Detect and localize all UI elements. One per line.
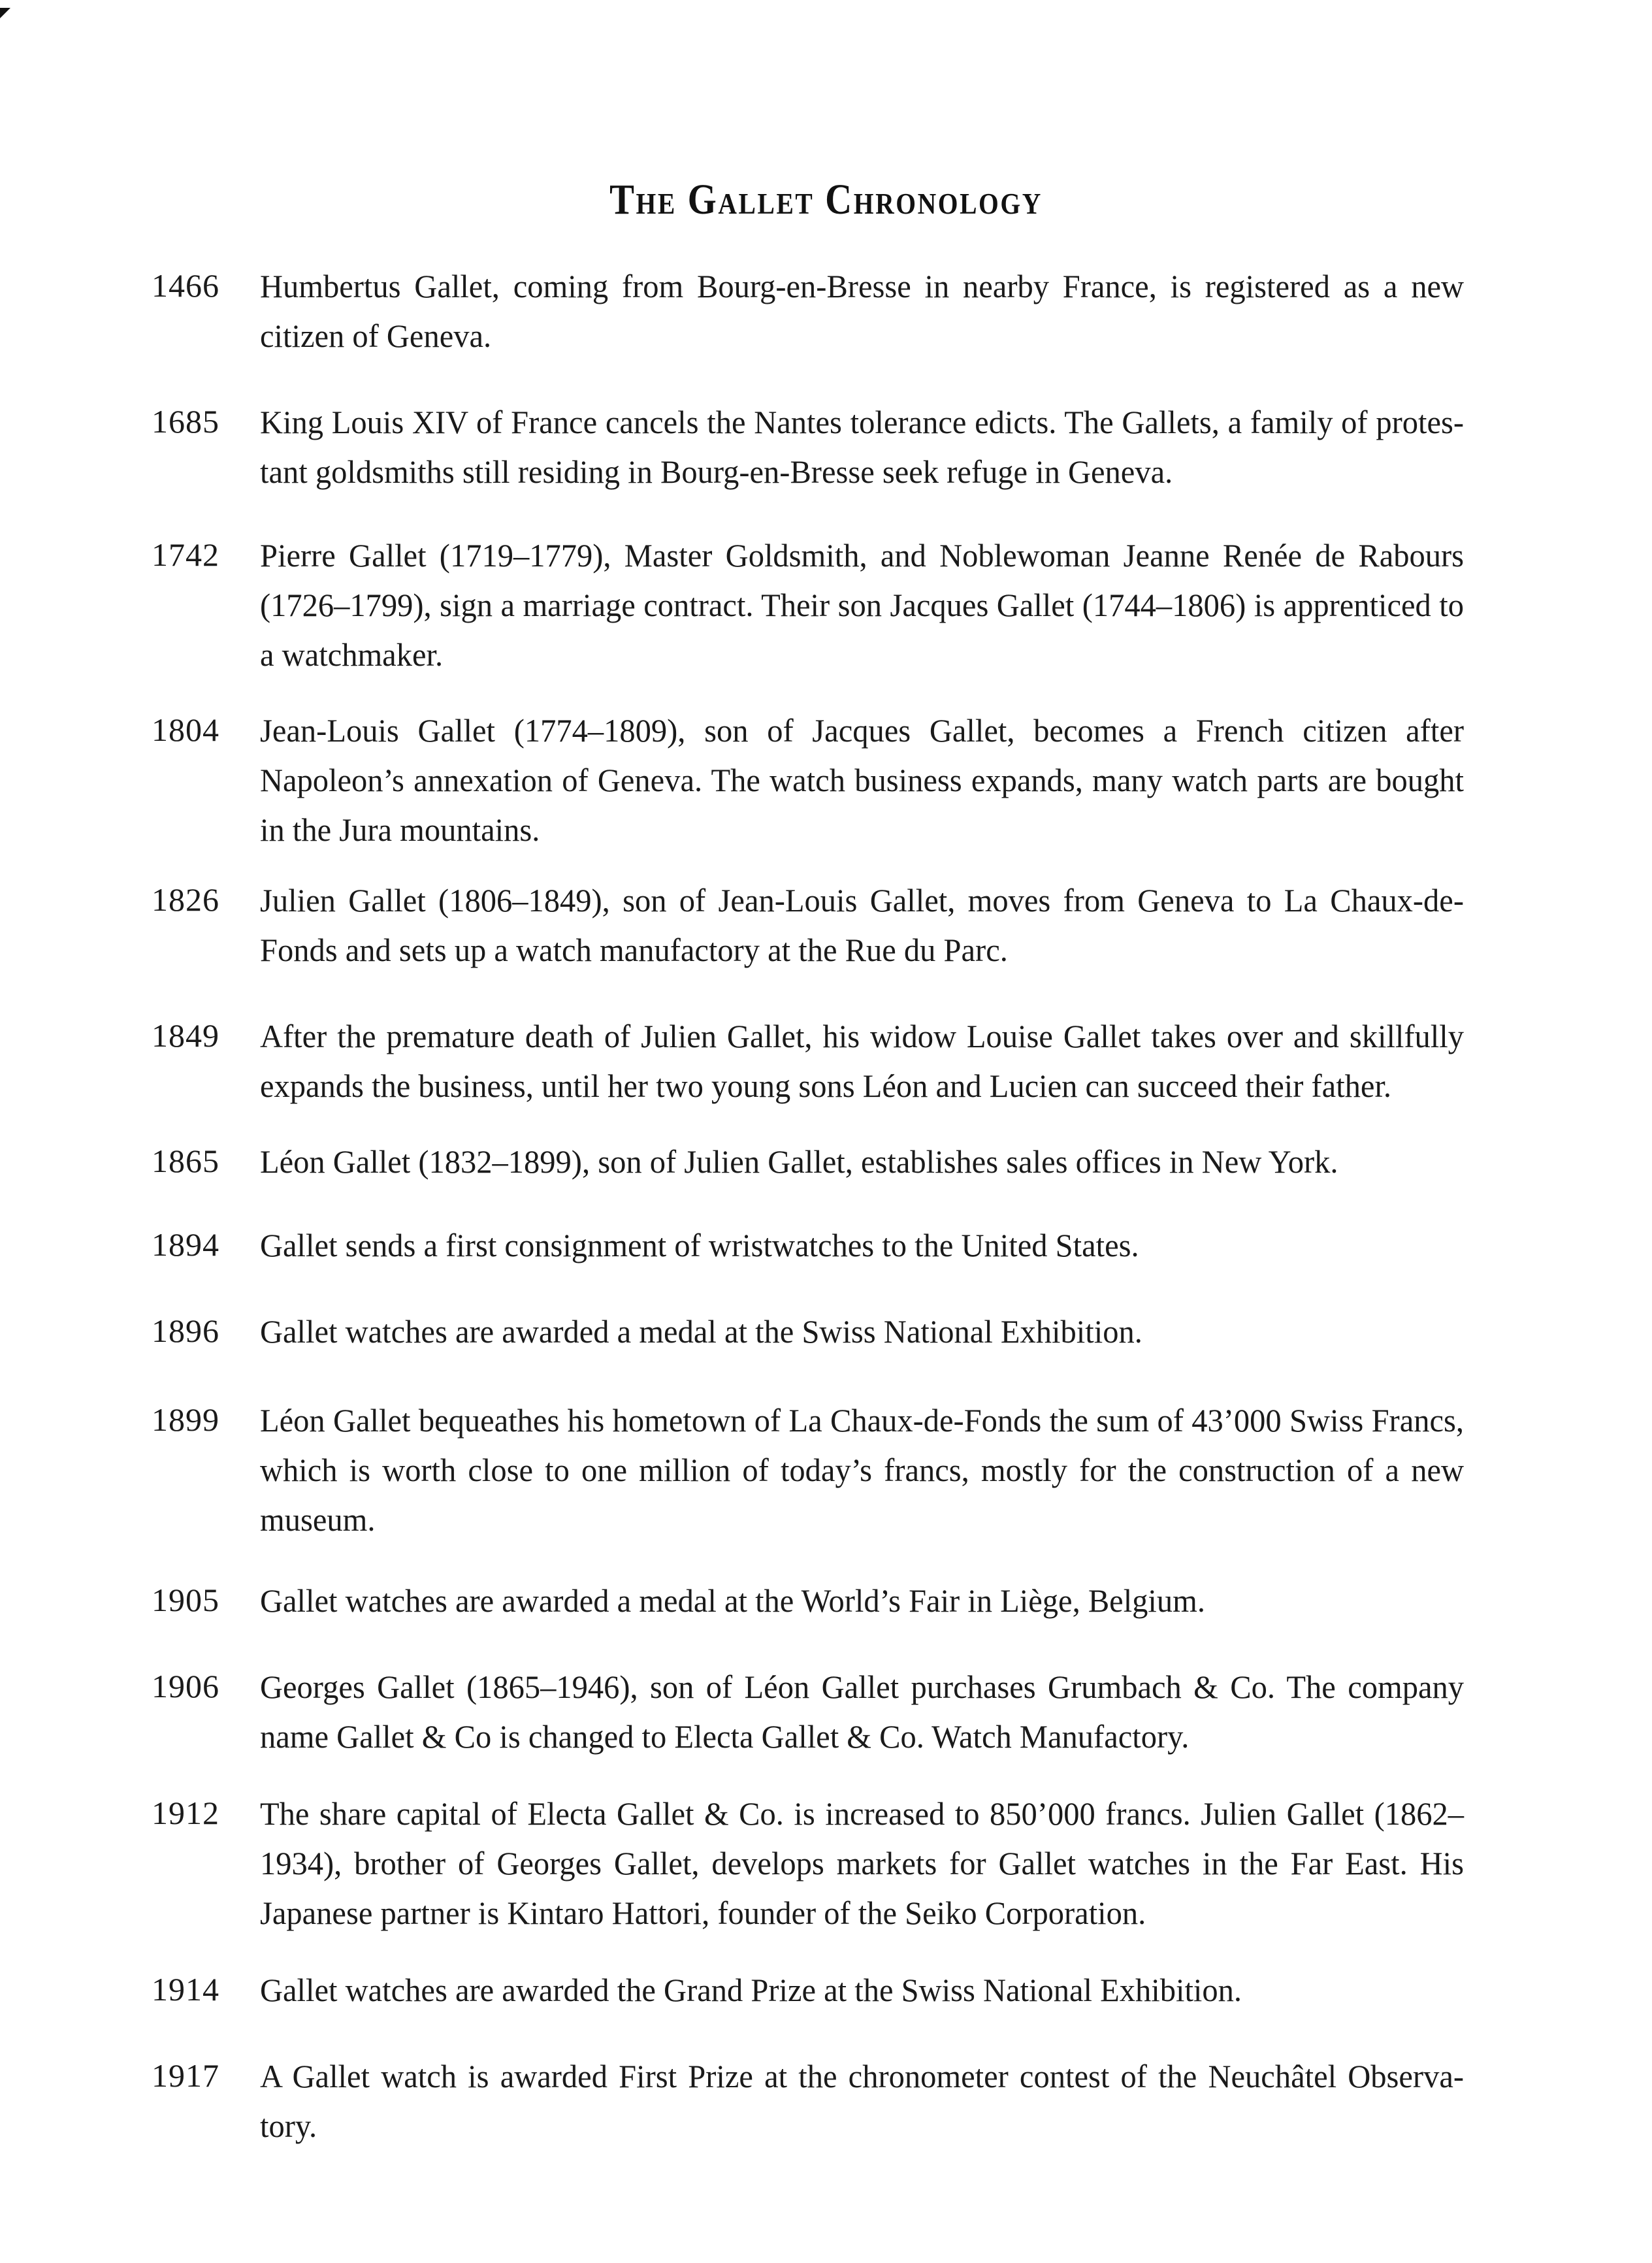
entry-year: 1896 xyxy=(152,1312,219,1349)
entry-text: Gallet watches are awarded the Grand Prize at the Swiss National Exhibition. xyxy=(260,1972,1242,2008)
entry-text: Georges Gallet (1865–1946), son of Léon Gallet purchases Grumbach & Co. The company name Gallet & Co is changed to Electa Gallet & Co. Watch Manufactory. xyxy=(260,1669,1464,1755)
entry-text: A Gallet watch is awarded First Prize at the chronometer contest of the Neuchâtel Observa-tory. xyxy=(260,2058,1464,2144)
entry-year: 1912 xyxy=(152,1795,219,1831)
entry-text: After the premature death of Julien Gallet, his widow Louise Gallet takes over and skillfully expands the business, until her two young sons Léon and Lucien can succeed their father. xyxy=(260,1018,1464,1104)
entry-year: 1899 xyxy=(152,1401,219,1438)
entry-year: 1914 xyxy=(152,1971,219,2008)
entry-text: Léon Gallet (1832–1899), son of Julien Gallet, establishes sales offices in New York. xyxy=(260,1143,1338,1180)
entry-text: Gallet watches are awarded a medal at the World’s Fair in Liège, Belgium. xyxy=(260,1582,1205,1619)
entry-year: 1685 xyxy=(152,403,219,440)
entry-text: Léon Gallet bequeathes his hometown of La Chaux-de-Fonds the sum of 43’000 Swiss Francs, which is worth close to one million of today’s francs, mostly for the construction of a new museum. xyxy=(260,1402,1464,1538)
entry-year: 1466 xyxy=(152,267,219,304)
entry-text: King Louis XIV of France cancels the Nantes tolerance edicts. The Gallets, a family of protes-tant goldsmiths still residing in Bourg-en-Bresse seek refuge in Geneva. xyxy=(260,404,1464,490)
entry-year: 1894 xyxy=(152,1226,219,1263)
entry-text: Humbertus Gallet, coming from Bourg-en-Bresse in nearby France, is registered as a new citizen of Geneva. xyxy=(260,268,1464,354)
entry-year: 1804 xyxy=(152,711,219,748)
entry-year: 1865 xyxy=(152,1143,219,1179)
scan-corner-mark xyxy=(0,8,10,18)
entry-year: 1917 xyxy=(152,2057,219,2094)
entry-text: Gallet sends a first consignment of wristwatches to the United States. xyxy=(260,1227,1139,1263)
entry-text: The share capital of Electa Gallet & Co. is increased to 850’000 francs. Julien Gallet (1862–1934), brother of Georges Gallet, develops markets for Gallet watches in the Far East. His Japanese partner is Kintaro Hattori, founder of the Seiko Corporation. xyxy=(260,1795,1464,1931)
entry-text: Julien Gallet (1806–1849), son of Jean-Louis Gallet, moves from Geneva to La Chaux-de-Fonds and sets up a watch manufactory at the Rue du Parc. xyxy=(260,882,1464,968)
entry-year: 1826 xyxy=(152,881,219,918)
entry-text: Gallet watches are awarded a medal at the Swiss National Exhibition. xyxy=(260,1313,1142,1350)
entry-year: 1742 xyxy=(152,536,219,573)
page-title: The Gallet Chronology xyxy=(609,176,1043,224)
entry-year: 1905 xyxy=(152,1582,219,1618)
entry-year: 1906 xyxy=(152,1668,219,1704)
entry-text: Jean-Louis Gallet (1774–1809), son of Jacques Gallet, becomes a French citizen after Napoleon’s annexation of Geneva. The watch business expands, many watch parts are bought in the Jura mountains. xyxy=(260,712,1464,848)
entry-text: Pierre Gallet (1719–1779), Master Goldsmith, and Noblewoman Jeanne Renée de Rabours (1726–1799), sign a marriage contract. Their son Jacques Gallet (1744–1806) is apprenticed to a watchmaker. xyxy=(260,537,1464,673)
entry-year: 1849 xyxy=(152,1017,219,1054)
